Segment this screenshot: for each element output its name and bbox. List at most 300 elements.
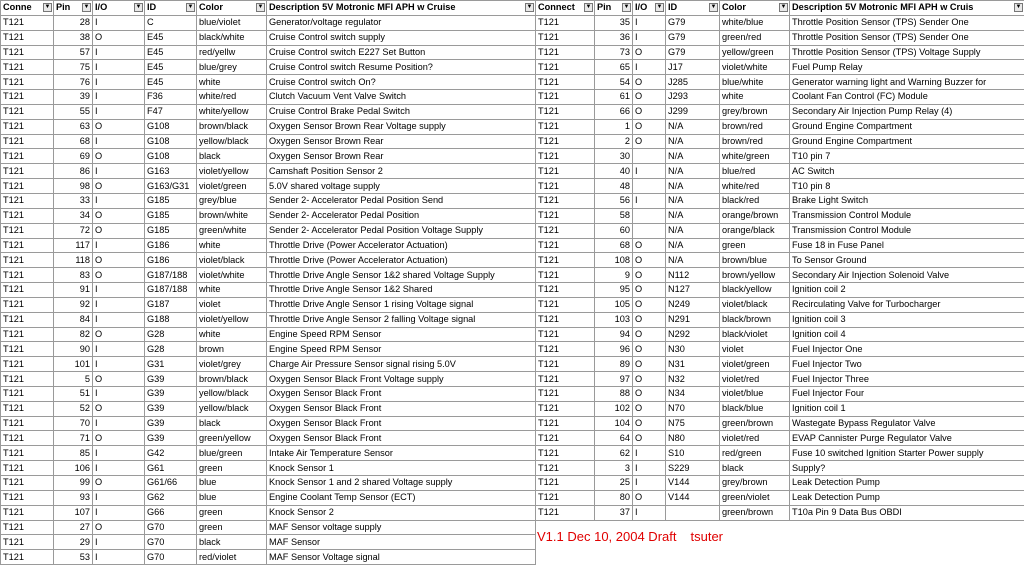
cell-pin[interactable]: 69 [54,149,93,164]
cell-pin[interactable]: 36 [595,30,633,45]
cell-description[interactable]: Oxygen Sensor Black Front [267,386,536,401]
cell-color[interactable]: blue/green [197,446,267,461]
cell-description[interactable]: Cruise Control Brake Pedal Switch [267,104,536,119]
cell-pin[interactable]: 64 [595,431,633,446]
cell-color[interactable]: orange/black [720,223,790,238]
cell-description[interactable]: Fuel Injector One [790,342,1024,357]
cell-id[interactable]: G28 [145,342,197,357]
cell-description[interactable]: Knock Sensor 2 [267,505,536,520]
cell-pin[interactable]: 117 [54,238,93,253]
cell-description[interactable]: Throttle Position Sensor (TPS) Voltage Supply [790,45,1024,60]
cell-io[interactable]: I [633,15,666,30]
cell-pin[interactable]: 104 [595,416,633,431]
cell-pin[interactable]: 3 [595,461,633,476]
cell-description[interactable]: Cruise Control switch On? [267,75,536,90]
cell-description[interactable]: Fuel Pump Relay [790,60,1024,75]
cell-color[interactable]: blue [197,476,267,491]
cell-pin[interactable]: 83 [54,268,93,283]
cell-id[interactable]: G42 [145,446,197,461]
cell-connector[interactable]: T121 [1,15,54,30]
cell-connector[interactable]: T121 [1,283,54,298]
cell-color[interactable]: white [197,75,267,90]
cell-pin[interactable]: 55 [54,104,93,119]
cell-connector[interactable]: T121 [536,490,595,505]
cell-id[interactable]: G61 [145,461,197,476]
cell-connector[interactable]: T121 [1,238,54,253]
cell-color[interactable]: violet/grey [197,357,267,372]
cell-description[interactable]: Transmission Control Module [790,223,1024,238]
cell-io[interactable] [633,149,666,164]
cell-description[interactable]: AC Switch [790,164,1024,179]
cell-connector[interactable]: T121 [1,134,54,149]
cell-description[interactable]: Throttle Drive Angle Sensor 1&2 Shared [267,283,536,298]
cell-description[interactable]: Fuel Injector Four [790,386,1024,401]
cell-pin[interactable]: 34 [54,208,93,223]
cell-id[interactable]: N34 [666,386,720,401]
cell-pin[interactable]: 103 [595,312,633,327]
cell-io[interactable]: O [93,208,145,223]
cell-id[interactable]: N/A [666,179,720,194]
cell-id[interactable]: S10 [666,446,720,461]
cell-connector[interactable]: T121 [1,179,54,194]
cell-color[interactable]: black/brown [720,312,790,327]
cell-connector[interactable]: T121 [1,461,54,476]
cell-id[interactable]: N/A [666,223,720,238]
cell-pin[interactable]: 82 [54,327,93,342]
cell-pin[interactable]: 35 [595,15,633,30]
cell-io[interactable]: O [633,312,666,327]
cell-id[interactable]: J293 [666,90,720,105]
cell-connector[interactable]: T121 [536,357,595,372]
cell-color[interactable]: brown/blue [720,253,790,268]
cell-io[interactable]: I [93,283,145,298]
cell-connector[interactable]: T121 [1,490,54,505]
cell-description[interactable]: Sender 2- Accelerator Pedal Position Send [267,193,536,208]
cell-io[interactable]: O [633,357,666,372]
filter-dropdown-icon[interactable]: ▼ [526,4,533,10]
cell-description[interactable]: Ignition coil 3 [790,312,1024,327]
cell-connector[interactable]: T121 [1,90,54,105]
cell-io[interactable]: O [633,297,666,312]
cell-description[interactable]: Oxygen Sensor Black Front [267,431,536,446]
cell-description[interactable]: Brake Light Switch [790,193,1024,208]
cell-id[interactable]: G185 [145,193,197,208]
cell-connector[interactable]: T121 [536,327,595,342]
filter-dropdown-icon[interactable]: ▼ [83,4,90,10]
cell-connector[interactable]: T121 [1,223,54,238]
cell-io[interactable]: I [93,104,145,119]
cell-io[interactable]: O [633,401,666,416]
cell-connector[interactable]: T121 [1,520,54,535]
cell-pin[interactable]: 96 [595,342,633,357]
cell-id[interactable]: N/A [666,193,720,208]
cell-io[interactable]: O [93,401,145,416]
cell-color[interactable]: yellow/black [197,401,267,416]
cell-color[interactable]: black/yellow [720,283,790,298]
cell-pin[interactable]: 70 [54,416,93,431]
cell-description[interactable]: Fuse 18 in Fuse Panel [790,238,1024,253]
cell-io[interactable]: I [633,164,666,179]
cell-io[interactable]: I [93,312,145,327]
cell-io[interactable]: I [93,357,145,372]
cell-color[interactable]: green/yellow [197,431,267,446]
cell-description[interactable]: Leak Detection Pump [790,490,1024,505]
cell-color[interactable]: violet [720,342,790,357]
cell-pin[interactable]: 29 [54,535,93,550]
cell-description[interactable]: Engine Coolant Temp Sensor (ECT) [267,490,536,505]
cell-color[interactable]: green [197,520,267,535]
cell-color[interactable]: grey/brown [720,476,790,491]
cell-pin[interactable]: 51 [54,386,93,401]
cell-pin[interactable]: 9 [595,268,633,283]
cell-connector[interactable]: T121 [1,372,54,387]
cell-id[interactable]: G70 [145,535,197,550]
cell-connector[interactable]: T121 [1,446,54,461]
cell-color[interactable]: brown/black [197,119,267,134]
cell-color[interactable]: brown/white [197,208,267,223]
cell-id[interactable]: J285 [666,75,720,90]
cell-io[interactable] [633,208,666,223]
cell-description[interactable]: Oxygen Sensor Brown Rear Voltage supply [267,119,536,134]
cell-id[interactable]: G39 [145,386,197,401]
cell-color[interactable]: yellow/black [197,134,267,149]
cell-description[interactable]: Clutch Vacuum Vent Valve Switch [267,90,536,105]
cell-connector[interactable]: T121 [536,461,595,476]
cell-color[interactable]: brown/black [197,372,267,387]
cell-description[interactable]: Oxygen Sensor Black Front [267,416,536,431]
cell-io[interactable]: I [633,446,666,461]
cell-connector[interactable]: T121 [1,312,54,327]
cell-io[interactable]: I [93,550,145,565]
cell-connector[interactable]: T121 [536,134,595,149]
cell-color[interactable]: violet/red [720,372,790,387]
cell-pin[interactable]: 54 [595,75,633,90]
cell-color[interactable]: black/white [197,30,267,45]
cell-id[interactable]: J299 [666,104,720,119]
cell-pin[interactable]: 98 [54,179,93,194]
cell-io[interactable]: O [633,253,666,268]
cell-pin[interactable]: 61 [595,90,633,105]
cell-id[interactable]: G163/G31 [145,179,197,194]
filter-dropdown-icon[interactable]: ▼ [257,4,264,10]
cell-connector[interactable]: T121 [536,416,595,431]
cell-pin[interactable]: 68 [595,238,633,253]
cell-connector[interactable]: T121 [1,164,54,179]
cell-id[interactable]: G187/188 [145,283,197,298]
cell-description[interactable]: Throttle Drive Angle Sensor 2 falling Voltage signal [267,312,536,327]
cell-id[interactable]: N127 [666,283,720,298]
cell-connector[interactable]: T121 [536,60,595,75]
cell-io[interactable]: O [633,45,666,60]
cell-pin[interactable]: 72 [54,223,93,238]
cell-pin[interactable]: 40 [595,164,633,179]
cell-pin[interactable]: 93 [54,490,93,505]
cell-connector[interactable]: T121 [536,386,595,401]
cell-pin[interactable]: 107 [54,505,93,520]
cell-pin[interactable]: 99 [54,476,93,491]
cell-pin[interactable]: 30 [595,149,633,164]
cell-description[interactable]: Knock Sensor 1 [267,461,536,476]
cell-description[interactable]: Recirculating Valve for Turbocharger [790,297,1024,312]
filter-dropdown-icon[interactable]: ▼ [623,4,630,10]
cell-id[interactable]: G70 [145,550,197,565]
cell-io[interactable]: O [633,90,666,105]
cell-description[interactable]: Sender 2- Accelerator Pedal Position Voltage Supply [267,223,536,238]
cell-color[interactable]: black [197,149,267,164]
cell-pin[interactable]: 88 [595,386,633,401]
cell-pin[interactable]: 71 [54,431,93,446]
cell-connector[interactable]: T121 [536,193,595,208]
cell-pin[interactable]: 84 [54,312,93,327]
cell-pin[interactable]: 27 [54,520,93,535]
cell-color[interactable]: violet/white [197,268,267,283]
cell-connector[interactable]: T121 [536,476,595,491]
cell-description[interactable]: Ground Engine Compartment [790,119,1024,134]
cell-id[interactable]: G163 [145,164,197,179]
cell-io[interactable]: O [93,179,145,194]
cell-pin[interactable]: 105 [595,297,633,312]
cell-color[interactable]: black/blue [720,401,790,416]
cell-pin[interactable]: 92 [54,297,93,312]
cell-description[interactable]: Fuel Injector Three [790,372,1024,387]
cell-pin[interactable]: 52 [54,401,93,416]
cell-color[interactable]: violet/yellow [197,312,267,327]
cell-description[interactable]: Throttle Drive Angle Sensor 1&2 shared Voltage Supply [267,268,536,283]
cell-color[interactable]: black/red [720,193,790,208]
cell-color[interactable]: green/brown [720,416,790,431]
cell-color[interactable]: blue/grey [197,60,267,75]
cell-connector[interactable]: T121 [1,550,54,565]
cell-io[interactable]: I [633,505,666,520]
cell-color[interactable]: yellow/green [720,45,790,60]
cell-io[interactable]: I [633,193,666,208]
cell-connector[interactable]: T121 [536,45,595,60]
cell-color[interactable]: white/blue [720,15,790,30]
cell-pin[interactable]: 80 [595,490,633,505]
cell-pin[interactable]: 25 [595,476,633,491]
cell-id[interactable]: G39 [145,401,197,416]
cell-id[interactable]: G186 [145,253,197,268]
cell-io[interactable]: I [93,45,145,60]
cell-io[interactable]: I [93,535,145,550]
cell-id[interactable]: N/A [666,164,720,179]
cell-pin[interactable]: 89 [595,357,633,372]
filter-dropdown-icon[interactable]: ▼ [656,4,663,10]
cell-id[interactable]: G108 [145,119,197,134]
cell-id[interactable]: G66 [145,505,197,520]
cell-io[interactable]: O [93,476,145,491]
cell-color[interactable]: violet [197,297,267,312]
cell-description[interactable]: Camshaft Position Sensor 2 [267,164,536,179]
cell-color[interactable]: grey/blue [197,193,267,208]
cell-connector[interactable]: T121 [536,431,595,446]
filter-dropdown-icon[interactable]: ▼ [1015,4,1022,10]
cell-id[interactable]: N/A [666,253,720,268]
cell-id[interactable]: G39 [145,416,197,431]
cell-id[interactable]: G185 [145,208,197,223]
cell-id[interactable]: N/A [666,208,720,223]
cell-connector[interactable]: T121 [1,342,54,357]
cell-pin[interactable]: 60 [595,223,633,238]
cell-color[interactable]: black [720,461,790,476]
cell-pin[interactable]: 106 [54,461,93,476]
cell-pin[interactable]: 118 [54,253,93,268]
cell-pin[interactable]: 90 [54,342,93,357]
filter-dropdown-icon[interactable]: ▼ [187,4,194,10]
cell-io[interactable]: I [633,461,666,476]
cell-color[interactable]: violet/white [720,60,790,75]
cell-color[interactable]: white [197,238,267,253]
cell-id[interactable]: N/A [666,119,720,134]
cell-id[interactable]: N70 [666,401,720,416]
cell-description[interactable]: Generator/voltage regulator [267,15,536,30]
cell-id[interactable]: J17 [666,60,720,75]
cell-connector[interactable]: T121 [1,60,54,75]
cell-color[interactable]: white/green [720,149,790,164]
cell-io[interactable]: I [93,446,145,461]
cell-pin[interactable]: 48 [595,179,633,194]
cell-io[interactable]: I [93,416,145,431]
cell-connector[interactable]: T121 [1,386,54,401]
cell-color[interactable]: blue/violet [197,15,267,30]
cell-io[interactable]: O [633,283,666,298]
cell-connector[interactable]: T121 [536,312,595,327]
cell-pin[interactable]: 75 [54,60,93,75]
cell-io[interactable]: O [633,134,666,149]
cell-pin[interactable]: 94 [595,327,633,342]
cell-color[interactable]: brown [197,342,267,357]
cell-id[interactable]: G61/66 [145,476,197,491]
cell-id[interactable]: E45 [145,60,197,75]
cell-connector[interactable]: T121 [536,179,595,194]
cell-connector[interactable]: T121 [1,431,54,446]
cell-color[interactable]: green/red [720,30,790,45]
cell-id[interactable]: G79 [666,45,720,60]
cell-io[interactable]: I [93,134,145,149]
cell-io[interactable]: O [93,268,145,283]
cell-description[interactable]: To Sensor Ground [790,253,1024,268]
cell-description[interactable]: Fuse 10 switched Ignition Starter Power supply [790,446,1024,461]
cell-description[interactable]: Generator warning light and Warning Buzzer for [790,75,1024,90]
cell-color[interactable]: green/white [197,223,267,238]
cell-id[interactable]: G108 [145,134,197,149]
cell-pin[interactable]: 5 [54,372,93,387]
cell-connector[interactable]: T121 [536,223,595,238]
cell-description[interactable]: Leak Detection Pump [790,476,1024,491]
cell-connector[interactable]: T121 [1,535,54,550]
cell-io[interactable]: I [93,505,145,520]
cell-description[interactable]: Knock Sensor 1 and 2 shared Voltage supply [267,476,536,491]
cell-pin[interactable]: 86 [54,164,93,179]
cell-id[interactable]: N/A [666,134,720,149]
cell-io[interactable]: O [633,104,666,119]
cell-pin[interactable]: 97 [595,372,633,387]
cell-description[interactable]: Cruise Control switch E227 Set Button [267,45,536,60]
cell-color[interactable]: violet/yellow [197,164,267,179]
cell-io[interactable]: I [93,342,145,357]
cell-color[interactable]: black/violet [720,327,790,342]
cell-pin[interactable]: 95 [595,283,633,298]
cell-id[interactable]: E45 [145,30,197,45]
cell-io[interactable]: O [93,327,145,342]
cell-description[interactable]: Secondary Air Injection Pump Relay (4) [790,104,1024,119]
cell-connector[interactable]: T121 [536,104,595,119]
cell-description[interactable]: Oxygen Sensor Brown Rear [267,149,536,164]
cell-pin[interactable]: 56 [595,193,633,208]
cell-id[interactable]: N80 [666,431,720,446]
cell-pin[interactable]: 39 [54,90,93,105]
cell-description[interactable]: Engine Speed RPM Sensor [267,342,536,357]
cell-color[interactable]: blue [197,490,267,505]
cell-id[interactable]: E45 [145,75,197,90]
cell-connector[interactable]: T121 [536,372,595,387]
cell-color[interactable]: violet/black [197,253,267,268]
cell-connector[interactable]: T121 [536,283,595,298]
cell-id[interactable]: G39 [145,372,197,387]
cell-connector[interactable]: T121 [536,401,595,416]
cell-description[interactable]: Ignition coil 4 [790,327,1024,342]
cell-id[interactable]: G187 [145,297,197,312]
cell-pin[interactable]: 38 [54,30,93,45]
cell-description[interactable]: Ignition coil 2 [790,283,1024,298]
cell-connector[interactable]: T121 [536,297,595,312]
cell-color[interactable]: green/violet [720,490,790,505]
cell-io[interactable]: O [93,30,145,45]
cell-id[interactable]: G79 [666,15,720,30]
cell-connector[interactable]: T121 [536,149,595,164]
cell-connector[interactable]: T121 [536,208,595,223]
cell-connector[interactable]: T121 [1,476,54,491]
cell-io[interactable]: I [93,164,145,179]
cell-pin[interactable]: 58 [595,208,633,223]
cell-connector[interactable]: T121 [536,238,595,253]
cell-description[interactable]: Intake Air Temperature Sensor [267,446,536,461]
cell-id[interactable]: C [145,15,197,30]
cell-io[interactable]: I [93,461,145,476]
cell-description[interactable]: Transmission Control Module [790,208,1024,223]
cell-color[interactable]: orange/brown [720,208,790,223]
cell-io[interactable]: O [93,431,145,446]
cell-pin[interactable]: 2 [595,134,633,149]
cell-io[interactable]: O [93,520,145,535]
cell-color[interactable]: blue/white [720,75,790,90]
cell-id[interactable]: V144 [666,490,720,505]
cell-io[interactable]: I [93,75,145,90]
cell-id[interactable]: G31 [145,357,197,372]
cell-color[interactable]: grey/brown [720,104,790,119]
cell-description[interactable]: Throttle Position Sensor (TPS) Sender One [790,15,1024,30]
cell-connector[interactable]: T121 [1,45,54,60]
filter-dropdown-icon[interactable]: ▼ [585,4,592,10]
filter-dropdown-icon[interactable]: ▼ [135,4,142,10]
cell-color[interactable]: yellow/black [197,386,267,401]
cell-color[interactable]: violet/blue [720,386,790,401]
cell-io[interactable]: O [633,372,666,387]
filter-dropdown-icon[interactable]: ▼ [710,4,717,10]
cell-io[interactable]: I [93,15,145,30]
cell-description[interactable]: Throttle Drive (Power Accelerator Actuation) [267,238,536,253]
cell-id[interactable]: V144 [666,476,720,491]
cell-id[interactable]: N/A [666,149,720,164]
cell-io[interactable]: I [93,238,145,253]
cell-io[interactable]: I [633,30,666,45]
cell-io[interactable]: I [93,490,145,505]
cell-connector[interactable]: T121 [1,297,54,312]
cell-description[interactable]: EVAP Cannister Purge Regulator Valve [790,431,1024,446]
cell-io[interactable]: I [93,60,145,75]
cell-connector[interactable]: T121 [1,193,54,208]
cell-description[interactable]: Wastegate Bypass Regulator Valve [790,416,1024,431]
